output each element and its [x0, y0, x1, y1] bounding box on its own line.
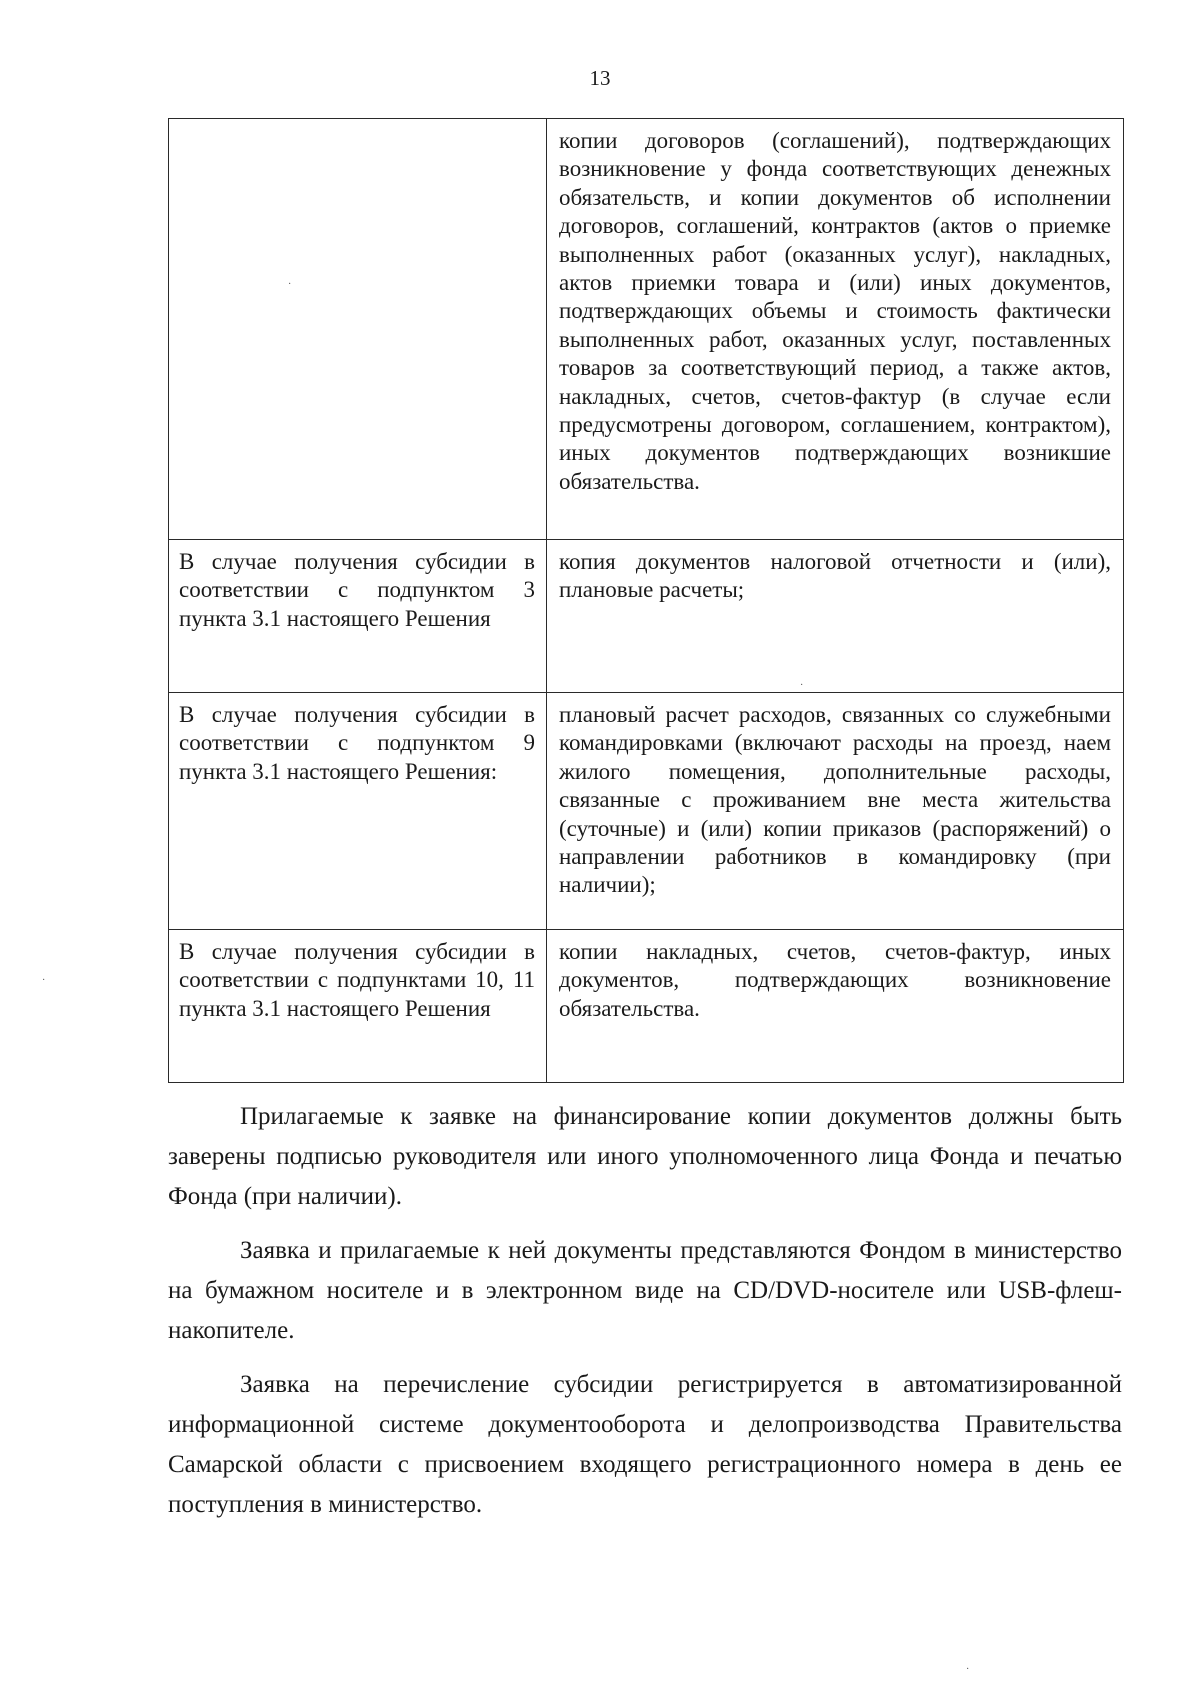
scan-speck: · [42, 975, 46, 986]
table-row [169, 693, 1124, 930]
table-cell-documents: копия документов налоговой отчетности и (или), плановые расчеты; [547, 540, 1124, 693]
table-cell-documents: копии договоров (соглашений), подтверждающих возникновение у фонда соответствующих денежных обязательств, и копии документов об исполнении договоров, соглашений, контрактов (актов о приемке выполненных работ (оказанных услуг), накладных, актов приемки товара и (или) иных документов, подтверждающих объемы и стоимость фактически выполненных работ, оказанных услуг, поставленных товаров за соответствующий период, а также актов, накладных, счетов, счетов-фактур (в случае если предусмотрены договором, соглашением, контрактом), иных документов подтверждающих возникшие обязательства. [547, 119, 1124, 540]
scan-speck: · [800, 680, 804, 691]
paragraph: Прилагаемые к заявке на финансирование копии документов должны быть заверены подписью руководителя или иного уполномоченного лица Фонда и печатью Фонда (при наличии). [168, 1103, 1122, 1210]
scan-speck: · [966, 1664, 970, 1675]
table-cell-condition: В случае получения субсидии в соответствии с подпунктом 9 пункта 3.1 настоящего Решения: [169, 693, 547, 930]
scan-speck: · [288, 279, 292, 290]
table-cell-condition: В случае получения субсидии в соответствии с подпунктами 10, 11 пункта 3.1 настоящего Решения [169, 930, 547, 1083]
table-row [169, 540, 1124, 693]
table-row [169, 119, 1124, 540]
paragraph: Заявка и прилагаемые к ней документы представляются Фондом в министерство на бумажном носителе и в электронном виде на CD/DVD-носителе или USB-флеш-накопителе. [168, 1237, 1122, 1344]
table-row [169, 930, 1124, 1083]
documents-table [168, 118, 1124, 1083]
table-cell-documents: плановый расчет расходов, связанных со служебными командировками (включают расходы на проезд, наем жилого помещения, дополнительные расходы, связанные с проживанием вне места жительства (суточные) и (или) копии приказов (распоряжений) о направлении работников в командировку (при наличии); [547, 693, 1124, 930]
table-cell-condition [169, 119, 547, 540]
page-number: 13 [589, 66, 611, 90]
paragraph: Заявка на перечисление субсидии регистрируется в автоматизированной информационной системе документооборота и делопроизводства Правительства Самарской области с присвоением входящего регистрационного номера в день ее поступления в министерство. [168, 1371, 1122, 1518]
table-cell-documents: копии накладных, счетов, счетов-фактур, иных документов, подтверждающих возникновение обязательства. [547, 930, 1124, 1083]
table-cell-condition: В случае получения субсидии в соответствии с подпунктом 3 пункта 3.1 настоящего Решения [169, 540, 547, 693]
body-text [168, 1097, 1122, 1539]
